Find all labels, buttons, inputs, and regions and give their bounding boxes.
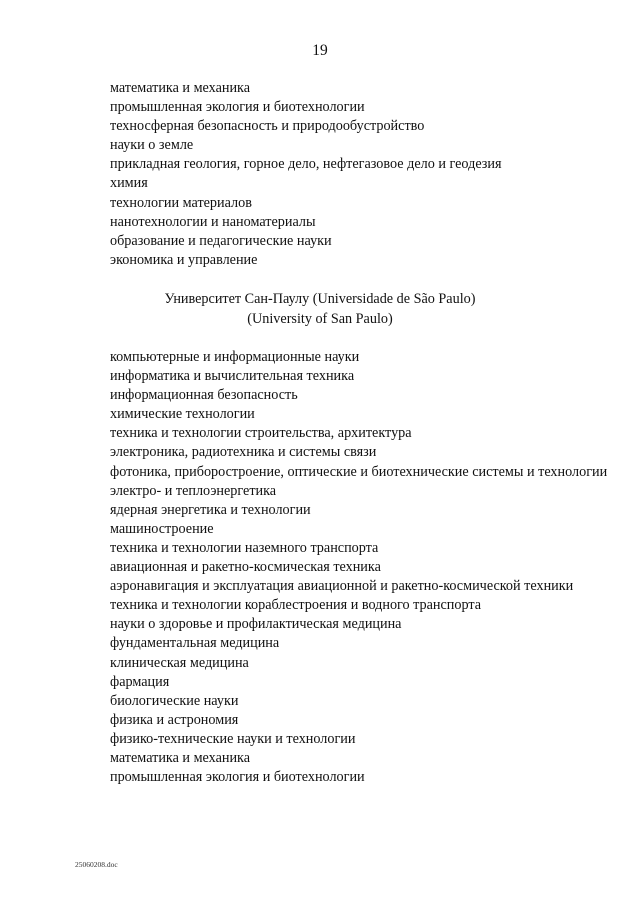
field-list-item: ядерная энергетика и технологии: [110, 501, 311, 518]
field-list-item: техника и технологии строительства, архитектура: [110, 425, 412, 442]
field-list-item: фотоника, приборостроение, оптические и биотехнические системы и технологии: [110, 463, 608, 480]
field-list-item: машиностроение: [110, 520, 214, 537]
field-list-item: прикладная геология, горное дело, нефтегазовое дело и геодезия: [110, 156, 502, 173]
field-list-item: техника и технологии наземного транспорта: [110, 539, 379, 556]
field-list-item: нанотехнологии и наноматериалы: [110, 213, 316, 230]
field-list-item: фундаментальная медицина: [110, 635, 280, 652]
field-list-item: образование и педагогические науки: [110, 232, 332, 249]
field-list-item: информационная безопасность: [110, 387, 298, 404]
field-list-item: экономика и управление: [110, 251, 258, 268]
field-list-item: промышленная экология и биотехнологии: [110, 769, 365, 786]
field-list-item: физика и астрономия: [110, 711, 239, 728]
footer-filename: 25060208.doc: [75, 860, 118, 869]
field-list-item: фармация: [110, 673, 170, 690]
page-number: 19: [312, 42, 328, 59]
field-list-item: науки о земле: [110, 137, 194, 154]
university-english-name: (University of San Paulo): [247, 310, 393, 327]
field-list-item: аэронавигация и эксплуатация авиационной и ракетно-космической техники: [110, 578, 574, 595]
field-list-item: клиническая медицина: [110, 654, 249, 671]
university-name: Университет Сан-Паулу (Universidade de São Paulo): [164, 291, 476, 307]
field-list-item: химические технологии: [110, 406, 255, 423]
field-list-item: техносферная безопасность и природообустройство: [110, 118, 425, 135]
field-list-item: промышленная экология и биотехнологии: [110, 99, 365, 116]
field-list-item: химия: [110, 175, 148, 192]
field-list-item: электро- и теплоэнергетика: [110, 482, 277, 499]
field-list-item: информатика и вычислительная техника: [110, 368, 355, 385]
field-list-top: [0, 79, 640, 270]
field-list-item: электроника, радиотехника и системы связи: [110, 444, 377, 461]
field-list-item: физико-технические науки и технологии: [110, 730, 356, 747]
field-list-university: [0, 348, 640, 787]
university-heading: [0, 290, 640, 329]
field-list-item: биологические науки: [110, 692, 239, 709]
field-list-item: авиационная и ракетно-космическая техника: [110, 559, 381, 576]
field-list-item: математика и механика: [110, 749, 251, 766]
field-list-item: науки о здоровье и профилактическая медицина: [110, 616, 402, 633]
field-list-item: техника и технологии кораблестроения и водного транспорта: [110, 597, 482, 614]
field-list-item: математика и механика: [110, 80, 251, 96]
field-list-item: компьютерные и информационные науки: [110, 349, 360, 365]
field-list-item: технологии материалов: [110, 194, 252, 211]
